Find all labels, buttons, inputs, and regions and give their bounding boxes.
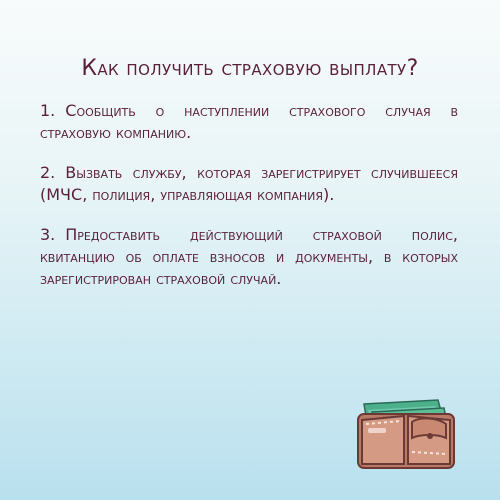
step-text: Сообщить о наступлении страхового случая в страховую компанию. <box>40 101 458 142</box>
steps-list <box>40 100 458 290</box>
wallet-illustration-icon <box>352 394 460 470</box>
step-number: 1. <box>40 101 56 120</box>
list-item <box>40 224 458 290</box>
step-text: Вызвать службу, которая зарегистрирует случившееся (МЧС, полиция, управляющая компания). <box>40 163 458 204</box>
step-number: 3. <box>40 225 56 244</box>
step-text: Предоставить действующий страховой полис, квитанцию об оплате взносов и документы, в которых зарегистрирован страховой случай. <box>40 225 458 288</box>
card-slot <box>368 428 386 433</box>
wallet-with-cash-icon <box>352 394 460 470</box>
list-item <box>40 162 458 206</box>
wallet-button <box>427 433 433 439</box>
step-number: 2. <box>40 163 56 182</box>
list-item <box>40 100 458 144</box>
page-title: Как получить страховую выплату? <box>81 56 419 81</box>
